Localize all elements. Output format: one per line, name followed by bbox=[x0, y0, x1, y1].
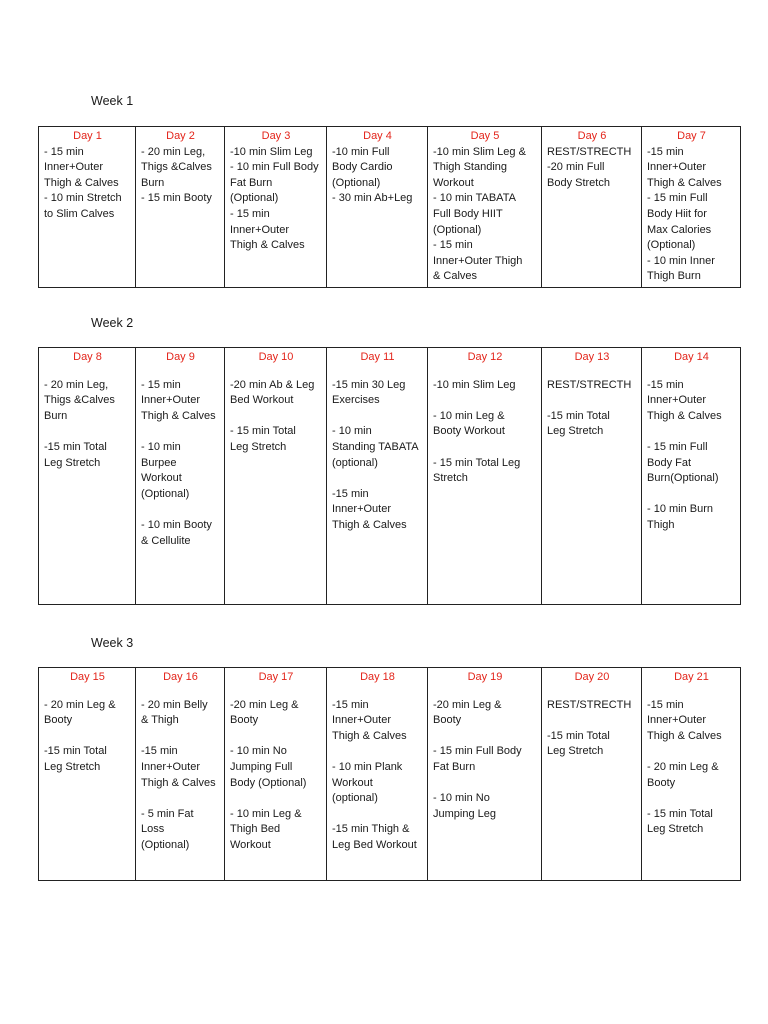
day-label: Day 20 bbox=[574, 671, 610, 683]
day-label: Day 14 bbox=[674, 351, 709, 363]
week-2-title: Week 2 bbox=[91, 316, 134, 330]
workout-text: -10 min Slim Leg - 10 min Leg & Booty Workout - 15 min Total Leg Stretch bbox=[433, 378, 521, 485]
workout-text: - 20 min Leg & Booty -15 min Total Leg Stretch bbox=[44, 698, 116, 773]
workout-text: -10 min Slim Leg - 10 min Full Body Fat Burn (Optional) - 15 min Inner+Outer Thigh & Calves bbox=[230, 145, 319, 252]
day-label: Day 2 bbox=[166, 130, 195, 142]
week-3-table bbox=[38, 667, 741, 881]
day-label: Day 17 bbox=[258, 671, 294, 683]
workout-text: -20 min Ab & Leg Bed Workout - 15 min Total Leg Stretch bbox=[230, 378, 315, 453]
day-label: Day 13 bbox=[574, 351, 610, 363]
workout-text: REST/STRECTH -15 min Total Leg Stretch bbox=[547, 378, 632, 438]
day-cell bbox=[542, 348, 642, 605]
workout-text: - 20 min Leg, Thigs &Calves Burn -15 min Total Leg Stretch bbox=[44, 378, 115, 469]
day-cell bbox=[428, 127, 542, 288]
day-cell bbox=[428, 668, 542, 881]
day-label: Day 12 bbox=[467, 351, 503, 363]
day-label: Day 7 bbox=[677, 130, 706, 142]
day-label: Day 5 bbox=[470, 130, 500, 142]
day-label: Day 9 bbox=[166, 351, 195, 363]
week-2-row bbox=[39, 348, 741, 605]
day-cell bbox=[136, 348, 225, 605]
workout-text: -15 min Inner+Outer Thigh & Calves - 10 min Plank Workout (optional) -15 min Thigh & Leg Bed Workout bbox=[332, 698, 417, 851]
day-label: Day 19 bbox=[467, 671, 503, 683]
day-cell bbox=[136, 127, 225, 288]
day-label: Day 8 bbox=[73, 351, 102, 363]
workout-text: REST/STRECTH -20 min Full Body Stretch bbox=[547, 145, 632, 189]
day-cell bbox=[327, 348, 428, 605]
day-label: Day 21 bbox=[674, 671, 709, 683]
workout-text: -15 min Inner+Outer Thigh & Calves - 15 min Full Body Hiit for Max Calories (Optional) - 10 min Inner Thigh Burn bbox=[647, 145, 722, 283]
day-cell bbox=[642, 668, 741, 881]
week-1-title: Week 1 bbox=[91, 94, 134, 108]
day-cell bbox=[225, 348, 327, 605]
day-cell bbox=[39, 668, 136, 881]
workout-text: -10 min Slim Leg & Thigh Standing Workout - 10 min TABATA Full Body HIIT (Optional) - 15 min Inner+Outer Thigh & Calves bbox=[433, 145, 526, 283]
day-label: Day 3 bbox=[261, 130, 291, 142]
day-label: Day 15 bbox=[70, 671, 105, 683]
day-label: Day 16 bbox=[163, 671, 198, 683]
day-label: Day 6 bbox=[577, 130, 607, 142]
day-cell bbox=[136, 668, 225, 881]
day-label: Day 1 bbox=[73, 130, 102, 142]
week-1-table bbox=[38, 126, 741, 288]
day-cell bbox=[39, 127, 136, 288]
day-cell bbox=[39, 348, 136, 605]
day-cell bbox=[225, 668, 327, 881]
day-cell bbox=[327, 668, 428, 881]
day-cell bbox=[225, 127, 327, 288]
workout-text: -15 min Inner+Outer Thigh & Calves - 15 min Full Body Fat Burn(Optional) - 10 min Burn Thigh bbox=[647, 378, 722, 531]
day-cell bbox=[542, 127, 642, 288]
day-cell bbox=[428, 348, 542, 605]
workout-text: -10 min Full Body Cardio (Optional) - 30 min Ab+Leg bbox=[332, 145, 413, 205]
workout-text: - 20 min Leg, Thigs &Calves Burn - 15 min Booty bbox=[141, 145, 212, 205]
day-label: Day 10 bbox=[258, 351, 294, 363]
day-label: Day 4 bbox=[363, 130, 392, 142]
day-cell bbox=[327, 127, 428, 288]
day-label: Day 11 bbox=[360, 351, 395, 363]
day-cell bbox=[542, 668, 642, 881]
day-cell bbox=[642, 348, 741, 605]
week-3-title: Week 3 bbox=[91, 636, 134, 650]
workout-text: - 15 min Inner+Outer Thigh & Calves - 10 min Stretch to Slim Calves bbox=[44, 145, 122, 220]
workout-text: -20 min Leg & Booty - 10 min No Jumping Full Body (Optional) - 10 min Leg & Thigh Bed Workout bbox=[230, 698, 307, 851]
week-2-table bbox=[38, 347, 741, 605]
week-3-row bbox=[39, 668, 741, 881]
workout-text: - 20 min Belly & Thigh -15 min Inner+Outer Thigh & Calves - 5 min Fat Loss (Optional) bbox=[141, 698, 216, 851]
week-1-row bbox=[39, 127, 741, 288]
workout-text: -15 min Inner+Outer Thigh & Calves - 20 min Leg & Booty - 15 min Total Leg Stretch bbox=[647, 698, 722, 836]
workout-text: - 15 min Inner+Outer Thigh & Calves - 10 min Burpee Workout (Optional) - 10 min Booty & Cellulite bbox=[141, 378, 216, 547]
day-label: Day 18 bbox=[360, 671, 395, 683]
workout-text: -15 min 30 Leg Exercises - 10 min Standing TABATA (optional) -15 min Inner+Outer Thigh & Calves bbox=[332, 378, 419, 531]
workout-text: -20 min Leg & Booty - 15 min Full Body Fat Burn - 10 min No Jumping Leg bbox=[433, 698, 522, 820]
day-cell bbox=[642, 127, 741, 288]
workout-text: REST/STRECTH -15 min Total Leg Stretch bbox=[547, 698, 632, 758]
